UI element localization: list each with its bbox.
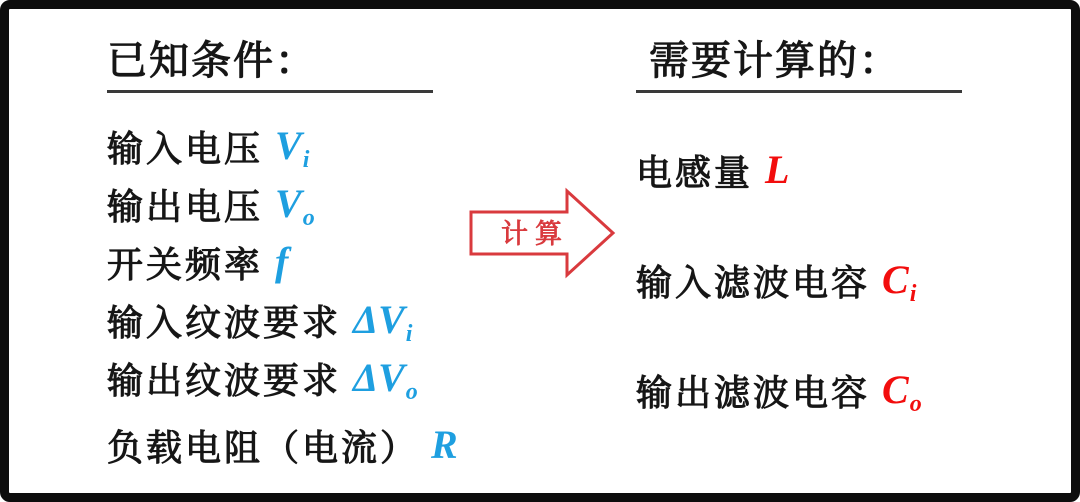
calculate-arrow [467,185,617,281]
item-label: 输入电压 [107,128,264,169]
item-label: 输入滤波电容 [636,262,871,303]
item-label: 输入纹波要求 [107,302,342,343]
item-symbol: L [765,147,790,192]
item-symbol: $V_o$ [275,181,315,232]
item-label: 开关频率 [107,244,264,285]
to-calculate-panel [636,35,1056,445]
item-symbol: $\Delta V_i$ [353,297,413,348]
item-symbol: $C_i$ [882,257,917,308]
list-item-input-ripple [107,291,537,349]
item-label: 输出电压 [107,186,264,227]
item-symbol: R [431,422,458,467]
item-symbol: f [275,239,289,284]
item-label: 电感量 [636,152,754,193]
list-item-load-resistance [107,416,537,474]
item-label: 负载电阻（电流） [107,427,420,468]
item-symbol: $V_i$ [275,123,310,174]
right-arrow-icon [467,185,617,281]
item-symbol: $\Delta V_o$ [353,355,418,406]
arrow-label: 计算 [501,219,569,249]
list-item-input-voltage [107,117,537,175]
known-conditions-list [107,117,537,474]
right-title-underline [636,90,962,93]
list-item-inductance [636,115,1056,225]
list-item-input-filter-cap [636,225,1056,335]
left-title-underline [107,90,433,93]
item-symbol: $C_o$ [882,367,922,418]
list-item-output-filter-cap [636,335,1056,445]
to-calculate-list [636,115,1056,445]
known-conditions-title: 已知条件： [107,38,317,83]
list-item-output-ripple [107,349,537,407]
item-label: 输出滤波电容 [636,372,871,413]
item-label: 输出纹波要求 [107,360,342,401]
to-calculate-title: 需要计算的： [649,38,901,83]
